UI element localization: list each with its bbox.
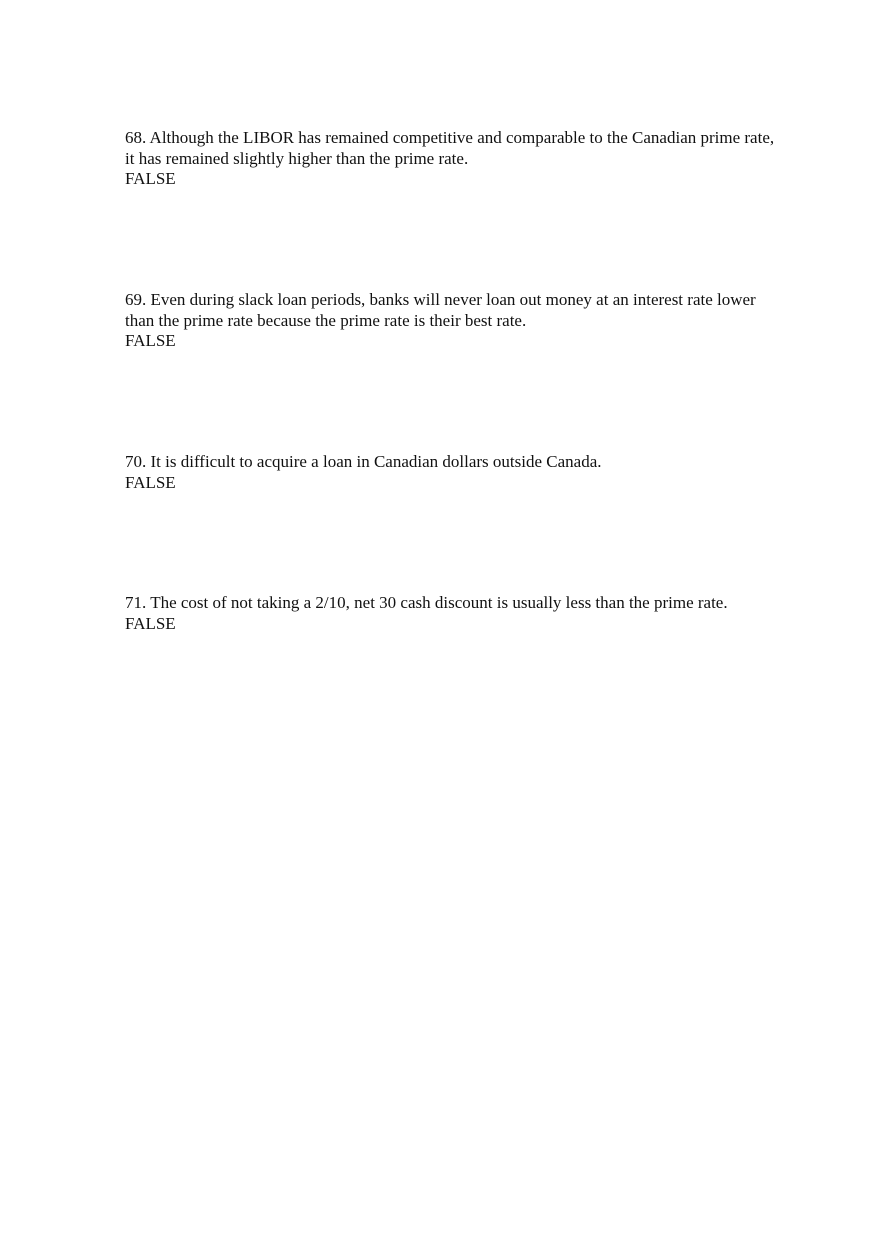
question-answer: FALSE: [125, 169, 176, 188]
question-answer: FALSE: [125, 331, 176, 350]
question-69: [125, 290, 785, 352]
question-text: 69. Even during slack loan periods, banks will never loan out money at an interest rate lower than the prime rate because the prime rate is their best rate.: [125, 290, 756, 330]
question-text: 71. The cost of not taking a 2/10, net 30 cash discount is usually less than the prime rate.: [125, 593, 728, 612]
question-text: 68. Although the LIBOR has remained competitive and comparable to the Canadian prime rate, it has remained slightly higher than the prime rate.: [125, 128, 775, 168]
question-70: [125, 452, 785, 493]
question-68: [125, 128, 785, 190]
question-text: 70. It is difficult to acquire a loan in Canadian dollars outside Canada.: [125, 452, 602, 471]
question-71: [125, 593, 785, 634]
question-answer: FALSE: [125, 472, 176, 492]
question-answer: FALSE: [125, 613, 176, 633]
